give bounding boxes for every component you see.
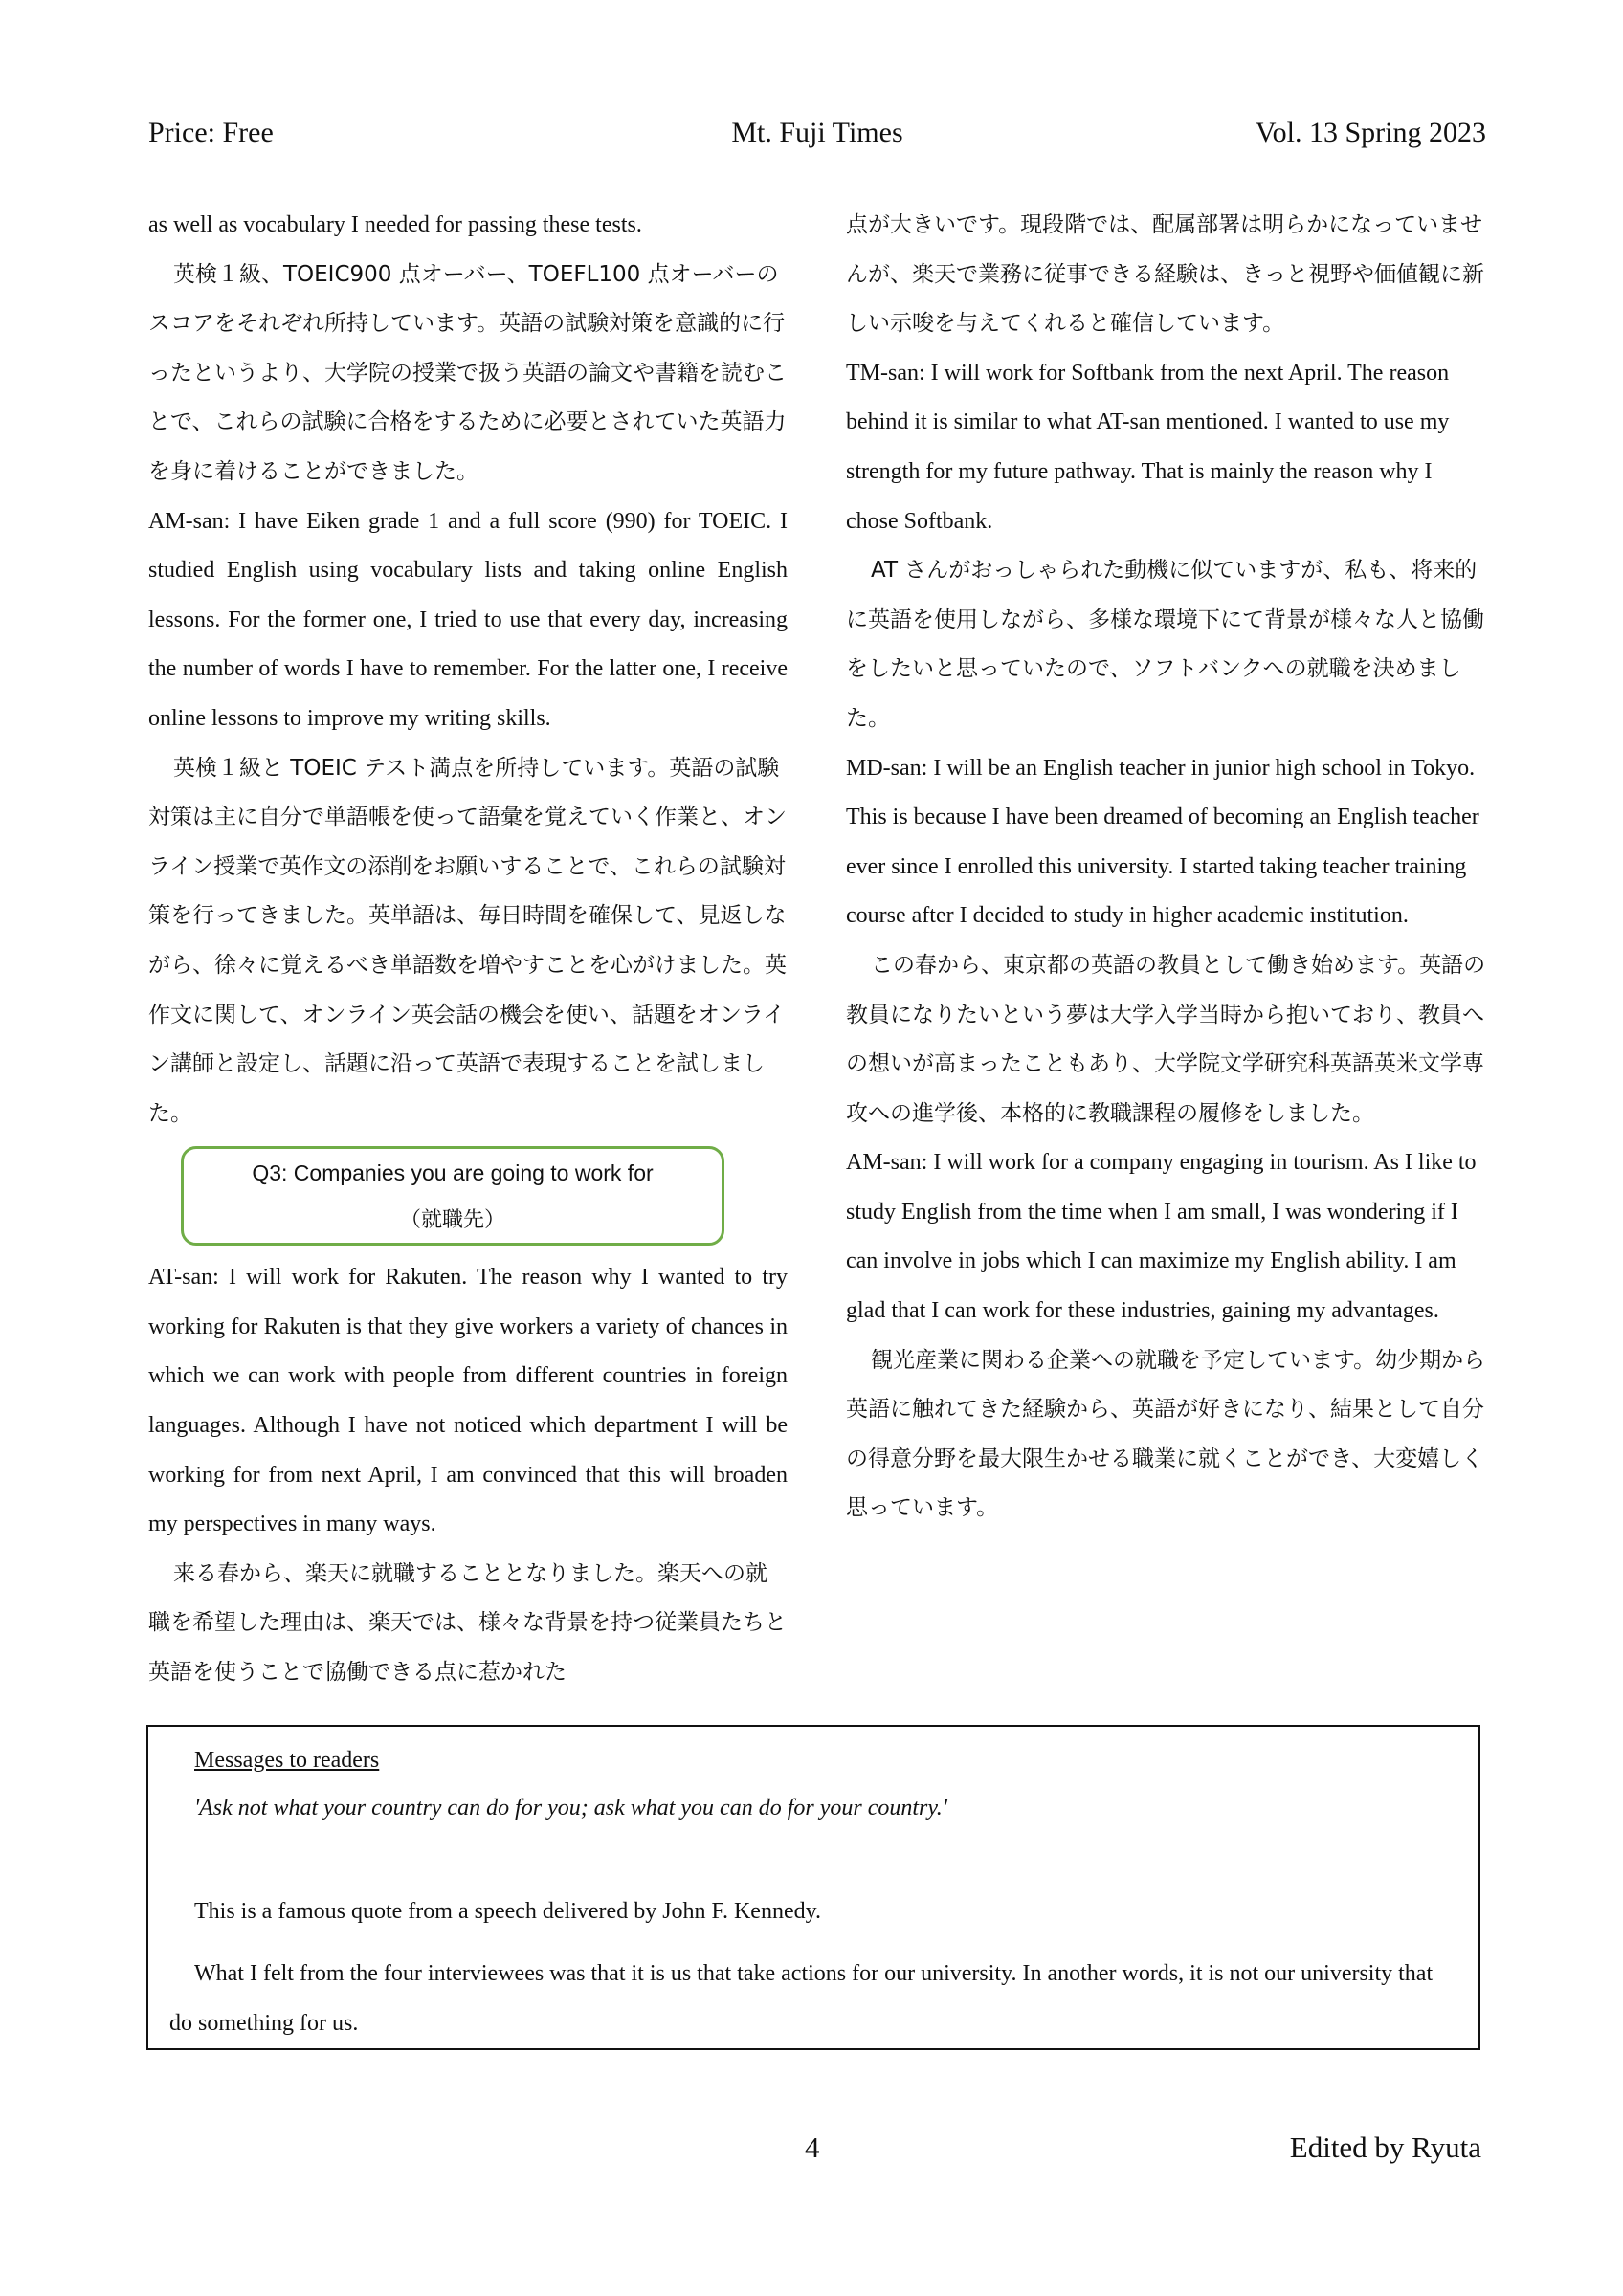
message-paragraph: What I felt from the four interviewees was that it is us that take actions for our university. In another words, it is not our university that do something for us. bbox=[169, 1961, 1434, 2036]
paragraph: AM-san: I have Eiken grade 1 and a full score (990) for TOEIC. I studied English using vocabulary lists and taking online English lessons. For the former one, I tried to use that every day, increasing the number of words I have to remember. For the latter one, I receive online lessons to improve my writing skills. bbox=[148, 508, 788, 731]
editor-credit: Edited by Ryuta bbox=[1289, 2130, 1481, 2164]
paragraph-jp: AT さんがおっしゃられた動機に似ていますが、私も、将来的に英語を使用しながら、多様な環境下にて背景が様々な人と協働をしたいと思っていたので、ソフトバンクへの就職を決めました。 bbox=[846, 558, 1484, 731]
messages-to-readers-box bbox=[146, 1725, 1480, 2050]
page-footer bbox=[0, 2130, 1623, 2169]
question-heading-box bbox=[181, 1146, 724, 1246]
question-subtitle: （就職先） bbox=[399, 1208, 505, 1233]
message-paragraph: This is a famous quote from a speech delivered by John F. Kennedy. bbox=[194, 1899, 822, 1924]
paragraph-jp: 英検１級、TOEIC900 点オーバー、TOEFL100 点オーバーのスコアをそれぞれ所持しています。英語の試験対策を意識的に行ったというより、大学院の授業で扱う英語の論文や書籍を読むことで、これらの試験に合格をするために必要とされていた英語力を身に着けることができました。 bbox=[148, 261, 787, 484]
kennedy-quote: 'Ask not what your country can do for you; ask what you can do for your country.' bbox=[194, 1796, 947, 1821]
paragraph-jp: 点が大きいです。現段階では、配属部署は明らかになっていませんが、楽天で業務に従事できる経験は、きっと視野や価値観に新しい示唆を与えてくれると確信しています。 bbox=[846, 212, 1484, 337]
paragraph-jp: 観光産業に関わる企業への就職を予定しています。幼少期から英語に触れてきた経験から、英語が好きになり、結果として自分の得意分野を最大限生かせる職業に就くことができ、大変嬉しく思っています。 bbox=[846, 1347, 1486, 1521]
price-label: Price: Free bbox=[148, 117, 274, 148]
messages-title: Messages to readers bbox=[194, 1748, 380, 1773]
paragraph: AM-san: I will work for a company engaging in tourism. As I like to study English from the time when I am small, I was wondering if I can involve in jobs which I can maximize my English ability. I am glad that I can work for these industries, gaining my advantages. bbox=[846, 1150, 1477, 1324]
left-column bbox=[148, 201, 788, 1698]
paragraph: MD-san: I will be an English teacher in junior high school in Tokyo. This is because I have been dreamed of becoming an English teacher ever since I enrolled this university. I started taking teacher training course after I decided to study in higher academic institution. bbox=[846, 755, 1479, 929]
page-number: 4 bbox=[805, 2130, 820, 2164]
paragraph: AT-san: I will work for Rakuten. The reason why I wanted to try working for Rakuten is that they give workers a variety of chances in which we can work with people from different countries in foreign languages. Although I have not noticed which department I will be working for from next April, I am convinced that this will broaden my perspectives in many ways. bbox=[148, 1265, 788, 1537]
paragraph: TM-san: I will work for Softbank from the next April. The reason behind it is similar to what AT-san mentioned. I wanted to use my strength for my future pathway. That is mainly the reason why I chose Softbank. bbox=[846, 360, 1450, 534]
volume-label: Vol. 13 Spring 2023 bbox=[1255, 117, 1486, 148]
newspaper-title: Mt. Fuji Times bbox=[731, 117, 903, 148]
paragraph-jp: 来る春から、楽天に就職することとなりました。楽天への就職を希望した理由は、楽天では、様々な背景を持つ従業員たちと英語を使うことで協働できる点に惹かれた bbox=[148, 1560, 787, 1686]
paragraph-jp: 英検１級と TOEIC テスト満点を所持しています。英語の試験対策は主に自分で単語帳を使って語彙を覚えていく作業と、オンライン授業で英作文の添削をお願いすることで、これらの試験対策を行ってきました。英単語は、毎日時間を確保して、見返しながら、徐々に覚えるべき単語数を増やすことを心がけました。英作文に関して、オンライン英会話の機会を使い、話題をオンライン講師と設定し、話題に沿って英語で表現することを試しました。 bbox=[148, 755, 787, 1126]
question-title: Q3: Companies you are going to work for bbox=[252, 1160, 654, 1186]
paragraph: as well as vocabulary I needed for passing these tests. bbox=[148, 212, 642, 237]
right-column bbox=[846, 201, 1487, 1534]
page-header bbox=[148, 117, 1486, 155]
paragraph-jp: この春から、東京都の英語の教員として働き始めます。英語の教員になりたいという夢は大学入学当時から抱いており、教員への想いが高まったこともあり、大学院文学研究科英語英米文学専攻への進学後、本格的に教職課程の履修をしました。 bbox=[846, 952, 1486, 1126]
